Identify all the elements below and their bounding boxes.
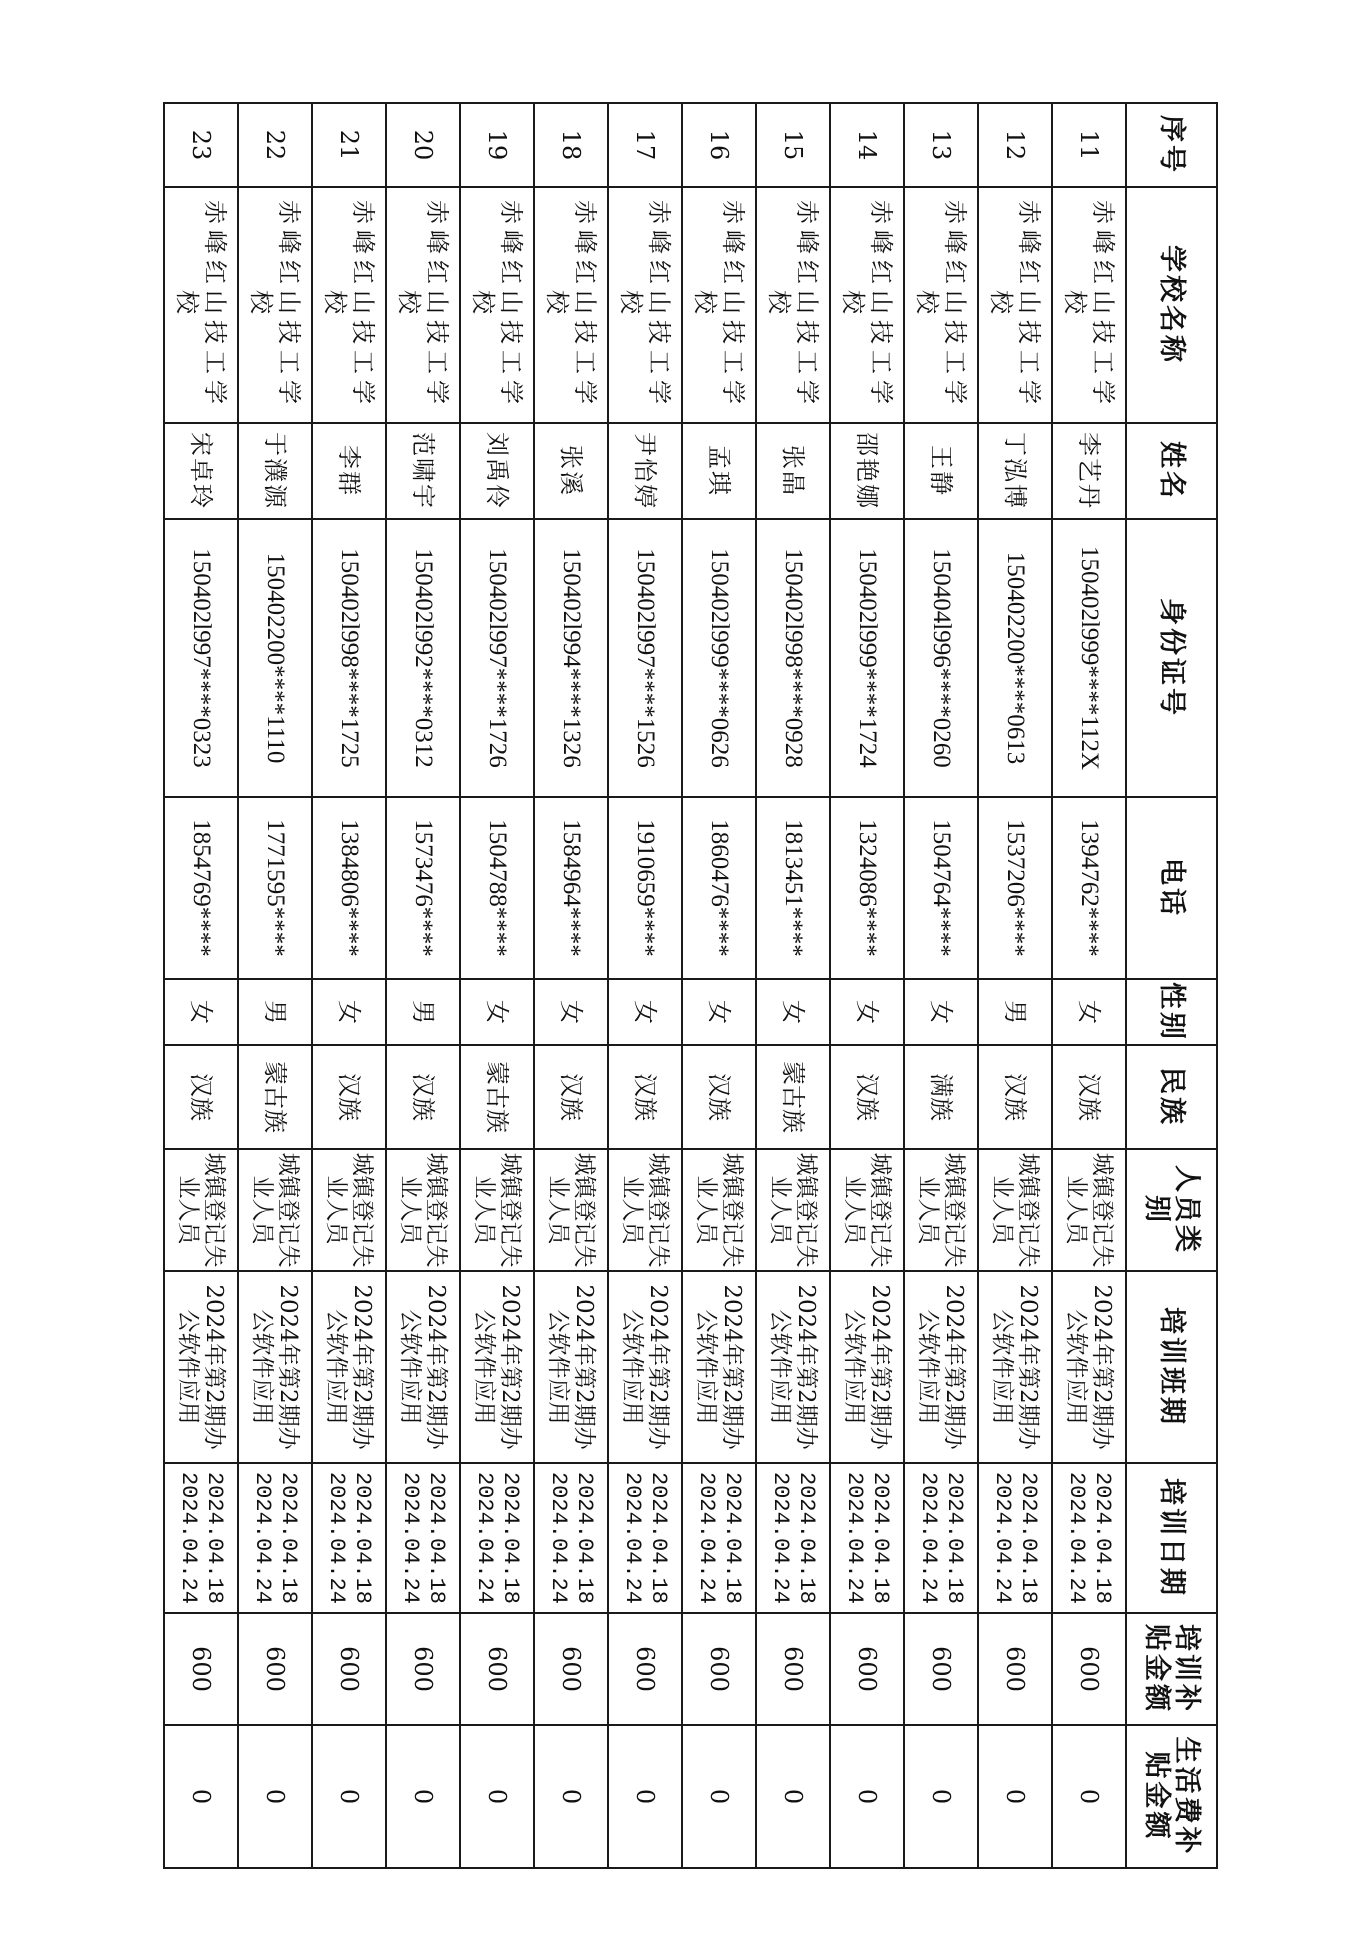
cell-phone: 1504764****	[904, 797, 978, 979]
cell-living-subsidy: 0	[904, 1725, 978, 1868]
cell-ethnicity: 汉族	[312, 1045, 386, 1149]
cell-phone: 1504788****	[460, 797, 534, 979]
date-end: 2024.04.24	[916, 1471, 941, 1605]
cell-id-number: 150402l998****0928	[756, 519, 830, 797]
header-id: 身份证号	[1126, 519, 1217, 797]
cell-date	[756, 1463, 830, 1613]
cell-id-number: 150402l997****1726	[460, 519, 534, 797]
cell-training-subsidy: 600	[312, 1613, 386, 1725]
cell-training-subsidy: 600	[904, 1613, 978, 1725]
cell-seq: 21	[312, 103, 386, 187]
cell-gender: 男	[386, 979, 460, 1045]
cell-ethnicity: 汉族	[164, 1045, 238, 1149]
header-ethnicity: 民族	[1126, 1045, 1217, 1149]
table-row	[534, 103, 608, 1868]
cell-name: 张晶	[756, 423, 830, 519]
cell-phone: 1324086****	[830, 797, 904, 979]
cell-seq: 18	[534, 103, 608, 187]
cell-name: 于濮源	[238, 423, 312, 519]
cell-ethnicity: 汉族	[386, 1045, 460, 1149]
cell-id-number: 150402200****0613	[978, 519, 1052, 797]
cell-course: 2024年第2期办公软件应用	[682, 1271, 756, 1463]
cell-date	[978, 1463, 1052, 1613]
table-row	[460, 103, 534, 1868]
header-school: 学校名称	[1126, 187, 1217, 423]
cell-living-subsidy: 0	[386, 1725, 460, 1868]
date-end: 2024.04.24	[176, 1471, 201, 1605]
header-gender: 性别	[1126, 979, 1217, 1045]
cell-school: 赤峰红山技工学校	[164, 187, 238, 423]
cell-category: 城镇登记失业人员	[830, 1149, 904, 1271]
date-end: 2024.04.24	[1064, 1471, 1089, 1605]
cell-course: 2024年第2期办公软件应用	[830, 1271, 904, 1463]
cell-category: 城镇登记失业人员	[534, 1149, 608, 1271]
cell-school: 赤峰红山技工学校	[238, 187, 312, 423]
date-start: 2024.04.18	[720, 1471, 745, 1605]
cell-category: 城镇登记失业人员	[386, 1149, 460, 1271]
table-row	[608, 103, 682, 1868]
date-start: 2024.04.18	[1016, 1471, 1041, 1605]
date-end: 2024.04.24	[990, 1471, 1015, 1605]
cell-training-subsidy: 600	[1052, 1613, 1126, 1725]
trainee-subsidy-table	[163, 102, 1218, 1869]
date-end: 2024.04.24	[250, 1471, 275, 1605]
cell-phone: 1854769****	[164, 797, 238, 979]
cell-phone: 1584964****	[534, 797, 608, 979]
cell-date	[534, 1463, 608, 1613]
cell-living-subsidy: 0	[682, 1725, 756, 1868]
cell-ethnicity: 汉族	[830, 1045, 904, 1149]
cell-school: 赤峰红山技工学校	[386, 187, 460, 423]
cell-living-subsidy: 0	[238, 1725, 312, 1868]
cell-id-number: 150402l997****1526	[608, 519, 682, 797]
cell-training-subsidy: 600	[756, 1613, 830, 1725]
rotated-page	[163, 102, 1218, 1867]
cell-gender: 男	[238, 979, 312, 1045]
cell-seq: 22	[238, 103, 312, 187]
cell-ethnicity: 汉族	[682, 1045, 756, 1149]
cell-school: 赤峰红山技工学校	[682, 187, 756, 423]
cell-date	[608, 1463, 682, 1613]
cell-name: 李群	[312, 423, 386, 519]
cell-school: 赤峰红山技工学校	[1052, 187, 1126, 423]
cell-living-subsidy: 0	[534, 1725, 608, 1868]
cell-phone: 1394762****	[1052, 797, 1126, 979]
cell-category: 城镇登记失业人员	[238, 1149, 312, 1271]
cell-date	[460, 1463, 534, 1613]
cell-school: 赤峰红山技工学校	[978, 187, 1052, 423]
date-start: 2024.04.18	[350, 1471, 375, 1605]
cell-course: 2024年第2期办公软件应用	[238, 1271, 312, 1463]
date-start: 2024.04.18	[646, 1471, 671, 1605]
table-body	[164, 103, 1126, 1868]
cell-training-subsidy: 600	[164, 1613, 238, 1725]
cell-seq: 23	[164, 103, 238, 187]
header-living-subsidy: 生活费补贴金额	[1126, 1725, 1217, 1868]
date-end: 2024.04.24	[472, 1471, 497, 1605]
cell-ethnicity: 满族	[904, 1045, 978, 1149]
cell-category: 城镇登记失业人员	[608, 1149, 682, 1271]
cell-school: 赤峰红山技工学校	[534, 187, 608, 423]
cell-id-number: 150402l994****1326	[534, 519, 608, 797]
cell-school: 赤峰红山技工学校	[756, 187, 830, 423]
table-row	[978, 103, 1052, 1868]
table-row	[682, 103, 756, 1868]
cell-category: 城镇登记失业人员	[682, 1149, 756, 1271]
header-course: 培训班期	[1126, 1271, 1217, 1463]
cell-school: 赤峰红山技工学校	[312, 187, 386, 423]
cell-gender: 女	[682, 979, 756, 1045]
cell-ethnicity: 蒙古族	[756, 1045, 830, 1149]
cell-phone: 1771595****	[238, 797, 312, 979]
cell-phone: 1537206****	[978, 797, 1052, 979]
cell-category: 城镇登记失业人员	[904, 1149, 978, 1271]
cell-course: 2024年第2期办公软件应用	[386, 1271, 460, 1463]
cell-course: 2024年第2期办公软件应用	[904, 1271, 978, 1463]
date-start: 2024.04.18	[1090, 1471, 1115, 1605]
date-start: 2024.04.18	[498, 1471, 523, 1605]
cell-date	[904, 1463, 978, 1613]
cell-category: 城镇登记失业人员	[312, 1149, 386, 1271]
cell-course: 2024年第2期办公软件应用	[312, 1271, 386, 1463]
cell-gender: 女	[312, 979, 386, 1045]
table-row	[1052, 103, 1126, 1868]
cell-phone: 1384806****	[312, 797, 386, 979]
date-end: 2024.04.24	[398, 1471, 423, 1605]
cell-gender: 女	[608, 979, 682, 1045]
header-seq: 序号	[1126, 103, 1217, 187]
cell-date	[682, 1463, 756, 1613]
table-row	[830, 103, 904, 1868]
date-end: 2024.04.24	[620, 1471, 645, 1605]
cell-seq: 11	[1052, 103, 1126, 187]
cell-living-subsidy: 0	[164, 1725, 238, 1868]
cell-seq: 20	[386, 103, 460, 187]
cell-category: 城镇登记失业人员	[164, 1149, 238, 1271]
date-start: 2024.04.18	[868, 1471, 893, 1605]
cell-name: 李艺丹	[1052, 423, 1126, 519]
cell-name: 王静	[904, 423, 978, 519]
date-end: 2024.04.24	[694, 1471, 719, 1605]
cell-seq: 19	[460, 103, 534, 187]
cell-phone: 1813451****	[756, 797, 830, 979]
cell-living-subsidy: 0	[460, 1725, 534, 1868]
cell-name: 宋卓玲	[164, 423, 238, 519]
cell-school: 赤峰红山技工学校	[904, 187, 978, 423]
cell-ethnicity: 蒙古族	[238, 1045, 312, 1149]
cell-living-subsidy: 0	[978, 1725, 1052, 1868]
table-row	[904, 103, 978, 1868]
cell-name: 丁泓博	[978, 423, 1052, 519]
cell-gender: 男	[978, 979, 1052, 1045]
cell-school: 赤峰红山技工学校	[460, 187, 534, 423]
cell-gender: 女	[1052, 979, 1126, 1045]
cell-id-number: 150402l999****112X	[1052, 519, 1126, 797]
cell-training-subsidy: 600	[830, 1613, 904, 1725]
cell-seq: 15	[756, 103, 830, 187]
date-start: 2024.04.18	[276, 1471, 301, 1605]
header-training-subsidy: 培训补贴金额	[1126, 1613, 1217, 1725]
cell-name: 孟琪	[682, 423, 756, 519]
cell-course: 2024年第2期办公软件应用	[534, 1271, 608, 1463]
cell-name: 刘禹伶	[460, 423, 534, 519]
date-start: 2024.04.18	[794, 1471, 819, 1605]
cell-living-subsidy: 0	[608, 1725, 682, 1868]
date-end: 2024.04.24	[324, 1471, 349, 1605]
header-row	[1126, 103, 1217, 1868]
date-start: 2024.04.18	[942, 1471, 967, 1605]
cell-course: 2024年第2期办公软件应用	[978, 1271, 1052, 1463]
cell-date	[312, 1463, 386, 1613]
cell-training-subsidy: 600	[238, 1613, 312, 1725]
header-date: 培训日期	[1126, 1463, 1217, 1613]
cell-seq: 17	[608, 103, 682, 187]
cell-id-number: 150402l999****0626	[682, 519, 756, 797]
cell-training-subsidy: 600	[608, 1613, 682, 1725]
cell-seq: 12	[978, 103, 1052, 187]
cell-course: 2024年第2期办公软件应用	[608, 1271, 682, 1463]
header-phone: 电话	[1126, 797, 1217, 979]
cell-course: 2024年第2期办公软件应用	[756, 1271, 830, 1463]
date-start: 2024.04.18	[424, 1471, 449, 1605]
cell-ethnicity: 汉族	[608, 1045, 682, 1149]
date-end: 2024.04.24	[842, 1471, 867, 1605]
cell-category: 城镇登记失业人员	[1052, 1149, 1126, 1271]
cell-gender: 女	[164, 979, 238, 1045]
cell-training-subsidy: 600	[460, 1613, 534, 1725]
cell-gender: 女	[904, 979, 978, 1045]
table-row	[238, 103, 312, 1868]
cell-id-number: 150402l992****0312	[386, 519, 460, 797]
cell-school: 赤峰红山技工学校	[830, 187, 904, 423]
cell-id-number: 150402200****1110	[238, 519, 312, 797]
cell-gender: 女	[460, 979, 534, 1045]
cell-training-subsidy: 600	[386, 1613, 460, 1725]
date-end: 2024.04.24	[768, 1471, 793, 1605]
cell-id-number: 150402l997****0323	[164, 519, 238, 797]
cell-living-subsidy: 0	[1052, 1725, 1126, 1868]
cell-ethnicity: 蒙古族	[460, 1045, 534, 1149]
cell-gender: 女	[830, 979, 904, 1045]
cell-living-subsidy: 0	[756, 1725, 830, 1868]
table-row	[164, 103, 238, 1868]
cell-ethnicity: 汉族	[534, 1045, 608, 1149]
cell-date	[830, 1463, 904, 1613]
cell-living-subsidy: 0	[312, 1725, 386, 1868]
cell-id-number: 150402l998****1725	[312, 519, 386, 797]
table-row	[386, 103, 460, 1868]
cell-course: 2024年第2期办公软件应用	[164, 1271, 238, 1463]
cell-date	[386, 1463, 460, 1613]
table-row	[756, 103, 830, 1868]
cell-name: 范啸宇	[386, 423, 460, 519]
cell-seq: 13	[904, 103, 978, 187]
cell-name: 邵艳娜	[830, 423, 904, 519]
cell-gender: 女	[756, 979, 830, 1045]
table-row	[312, 103, 386, 1868]
cell-id-number: 150404l996****0260	[904, 519, 978, 797]
date-end: 2024.04.24	[546, 1471, 571, 1605]
cell-seq: 16	[682, 103, 756, 187]
cell-course: 2024年第2期办公软件应用	[1052, 1271, 1126, 1463]
cell-school: 赤峰红山技工学校	[608, 187, 682, 423]
cell-seq: 14	[830, 103, 904, 187]
cell-date	[164, 1463, 238, 1613]
cell-course: 2024年第2期办公软件应用	[460, 1271, 534, 1463]
cell-name: 尹怡婷	[608, 423, 682, 519]
cell-phone: 1910659****	[608, 797, 682, 979]
header-category: 人员类别	[1126, 1149, 1217, 1271]
cell-date	[238, 1463, 312, 1613]
cell-name: 张溪	[534, 423, 608, 519]
cell-training-subsidy: 600	[978, 1613, 1052, 1725]
date-start: 2024.04.18	[202, 1471, 227, 1605]
date-start: 2024.04.18	[572, 1471, 597, 1605]
cell-id-number: 150402l999****1724	[830, 519, 904, 797]
cell-training-subsidy: 600	[682, 1613, 756, 1725]
cell-date	[1052, 1463, 1126, 1613]
cell-gender: 女	[534, 979, 608, 1045]
cell-training-subsidy: 600	[534, 1613, 608, 1725]
cell-category: 城镇登记失业人员	[460, 1149, 534, 1271]
cell-category: 城镇登记失业人员	[756, 1149, 830, 1271]
cell-ethnicity: 汉族	[1052, 1045, 1126, 1149]
cell-phone: 1573476****	[386, 797, 460, 979]
cell-ethnicity: 汉族	[978, 1045, 1052, 1149]
cell-phone: 1860476****	[682, 797, 756, 979]
header-name: 姓名	[1126, 423, 1217, 519]
cell-living-subsidy: 0	[830, 1725, 904, 1868]
cell-category: 城镇登记失业人员	[978, 1149, 1052, 1271]
